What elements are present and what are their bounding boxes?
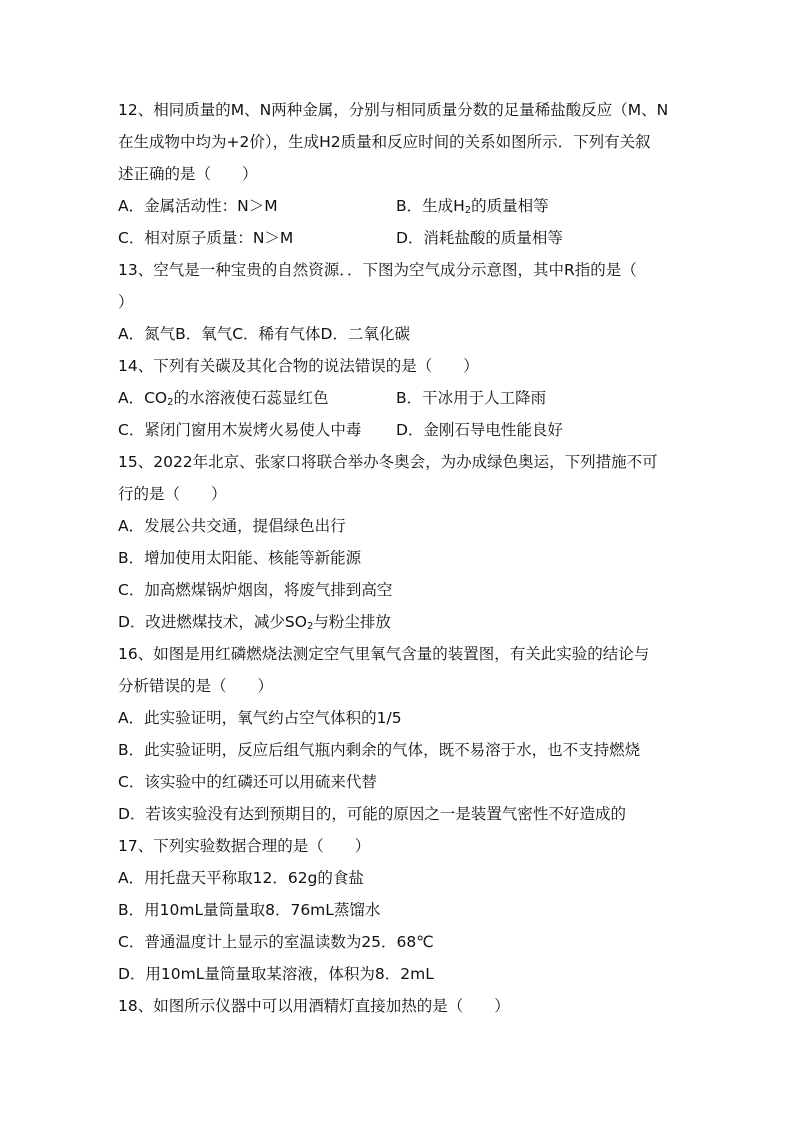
q14-option-c: C．紧闭门窗用木炭烤火易使人中毒 [118, 421, 362, 439]
q15-stem-line1: 15、2022年北京、张家口将联合举办冬奥会，为办成绿色奥运，下列措施不可 [118, 453, 658, 471]
q13-options: A．氮气B．氧气C．稀有气体D．二氧化碳 [118, 325, 410, 343]
q15-option-d-subscript: 2 [306, 621, 314, 632]
q12-stem-line3: 述正确的是（ ） [118, 165, 258, 183]
q15-option-d [118, 611, 391, 633]
q17-option-d: D．用10mL量筒量取某溶液，体积为8．2mL [118, 965, 434, 983]
q13-stem-line2: ） [118, 293, 134, 311]
q15-option-c: C．加高燃煤锅炉烟囱，将废气排到高空 [118, 581, 393, 599]
q12-option-b [396, 195, 549, 217]
q12-option-b-text-end: 的质量相等 [471, 197, 549, 215]
q13-stem-line1: 13、空气是一种宝贵的自然资源．．下图为空气成分示意图，其中R指的是（ [118, 261, 637, 279]
q12-option-b-text: B．生成H [396, 197, 465, 215]
q15-option-b: B．增加使用太阳能、核能等新能源 [118, 549, 362, 567]
q16-stem-line2: 分析错误的是（ ） [118, 677, 274, 695]
q12-option-c: C．相对原子质量：N＞M [118, 229, 294, 247]
q14-option-a-text-end: 的水溶液使石蕊显红色 [173, 389, 329, 407]
q12-stem-line2: 在生成物中均为+2价），生成H2质量和反应时间的关系如图所示．下列有关叙 [118, 133, 651, 151]
q15-option-a: A．发展公共交通，提倡绿色出行 [118, 517, 346, 535]
q17-option-a: A．用托盘天平称取12．62g的食盐 [118, 869, 364, 887]
q12-option-b-subscript: 2 [464, 205, 472, 216]
q17-stem: 17、下列实验数据合理的是（ ） [118, 837, 371, 855]
q16-option-a: A．此实验证明，氧气约占空气体积的1/5 [118, 709, 402, 727]
q15-option-d-text-end: 与粉尘排放 [313, 613, 391, 631]
q16-option-d: D．若该实验没有达到预期目的，可能的原因之一是装置气密性不好造成的 [118, 805, 626, 823]
q12-stem-line1: 12、相同质量的M、N两种金属，分别与相同质量分数的足量稀盐酸反应（M、N [118, 101, 669, 119]
q14-option-a-text: A．CO [118, 389, 168, 407]
q14-option-b: B．干冰用于人工降雨 [396, 389, 547, 407]
q15-stem-line2: 行的是（ ） [118, 485, 227, 503]
q15-option-d-text: D．改进燃煤技术，减少SO [118, 613, 307, 631]
q16-option-c: C．该实验中的红磷还可以用硫来代替 [118, 773, 377, 791]
q16-option-b: B．此实验证明，反应后组气瓶内剩余的气体，既不易溶于水，也不支持燃烧 [118, 741, 641, 759]
q14-option-a [118, 387, 329, 409]
q17-option-c: C．普通温度计上显示的室温读数为25．68℃ [118, 933, 434, 951]
q14-option-d: D．金刚石导电性能良好 [396, 421, 563, 439]
q18-stem: 18、如图所示仪器中可以用酒精灯直接加热的是（ ） [118, 997, 510, 1015]
q14-stem: 14、下列有关碳及其化合物的说法错误的是（ ） [118, 357, 479, 375]
q12-option-a: A．金属活动性：N＞M [118, 197, 278, 215]
q16-stem-line1: 16、如图是用红磷燃烧法测定空气里氧气含量的装置图，有关此实验的结论与 [118, 645, 650, 663]
q14-option-a-subscript: 2 [167, 397, 174, 408]
q17-option-b: B．用10mL量筒量取8．76mL蒸馏水 [118, 901, 381, 919]
q12-option-d: D．消耗盐酸的质量相等 [396, 229, 563, 247]
